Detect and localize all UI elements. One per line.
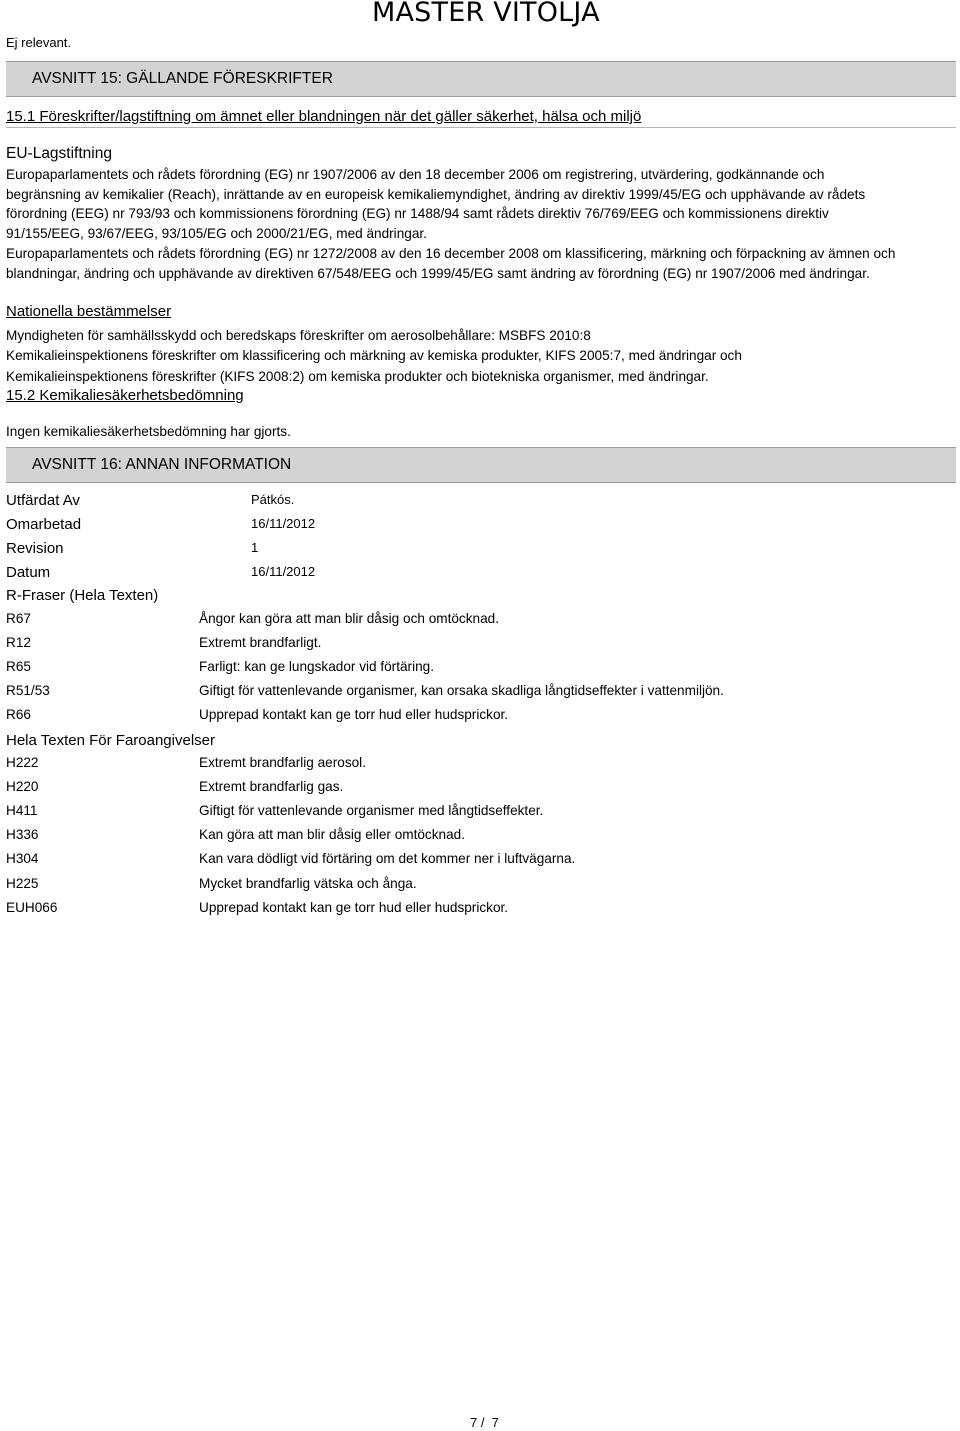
r-phrase-text: Giftigt för vattenlevande organismer, kan orsaka skadliga långtidseffekter i vattenmiljön. bbox=[199, 683, 724, 698]
r-phrase-text: Farligt: kan ge lungskador vid förtäring. bbox=[199, 659, 434, 674]
section-15-title: AVSNITT 15: GÄLLANDE FÖRESKRIFTER bbox=[32, 70, 333, 87]
subsection-15-2-title: 15.2 Kemikaliesäkerhetsbedömning bbox=[6, 387, 244, 404]
r-phrase-code: R51/53 bbox=[6, 683, 50, 698]
revision-value: 1 bbox=[251, 540, 259, 555]
r-phrase-code: R65 bbox=[6, 659, 31, 674]
national-regulations-heading: Nationella bestämmelser bbox=[6, 303, 172, 320]
r-phrase-code: R66 bbox=[6, 707, 31, 722]
section-16-title: AVSNITT 16: ANNAN INFORMATION bbox=[32, 456, 292, 473]
revised-label: Omarbetad bbox=[6, 516, 82, 533]
date-value: 16/11/2012 bbox=[251, 564, 316, 579]
h-phrase-code: EUH066 bbox=[6, 900, 58, 915]
h-phrase-code: H222 bbox=[6, 755, 39, 770]
eu-paragraph-2: Europaparlamentets och rådets förordning (EG) nr 1272/2008 av den 16 december 2008 om klassificering, märkning och förpackning av ämnen och blandningar, ändring och upphävande av direktiven 67/548/EEG och 1999/45/EG samt ändring av förordning (EG) nr 1907/2006 med ändringar. bbox=[6, 246, 896, 281]
issued-by-label: Utfärdat Av bbox=[6, 492, 80, 509]
h-phrase-text: Extremt brandfarlig aerosol. bbox=[199, 755, 366, 770]
h-phrase-text: Kan vara dödligt vid förtäring om det kommer ner i luftvägarna. bbox=[199, 851, 576, 866]
eu-paragraph-1: Europaparlamentets och rådets förordning (EG) nr 1907/2006 av den 18 december 2006 om registrering, utvärdering, godkännande och begränsning av kemikalier (Reach), inrättande av en europeisk kemikaliemyndighet, ändring av direktiv 1999/45/EG och upphävande av rådets förordning (EEG) nr 793/93 och kommissionens förordning (EG) nr 1488/94 samt rådets direktiv 76/769/EEG och kommissionens direktiv 91/155/EEG, 93/67/EEG, 93/105/EG och 2000/21/EG, med ändringar. bbox=[6, 167, 866, 241]
national-line-3: Kemikalieinspektionens föreskrifter (KIFS 2008:2) om kemiska produkter och biotekniska organismer, med ändringar. bbox=[6, 369, 709, 384]
divider bbox=[6, 127, 956, 128]
h-phrase-code: H304 bbox=[6, 851, 39, 866]
h-phrase-code: H225 bbox=[6, 876, 39, 891]
h-phrase-code: H220 bbox=[6, 779, 39, 794]
page-number: 7 / 7 bbox=[470, 1415, 499, 1430]
national-line-2: Kemikalieinspektionens föreskrifter om klassificering och märkning av kemiska produkter, KIFS 2005:7, med ändringar och bbox=[6, 348, 742, 363]
h-phrase-text: Upprepad kontakt kan ge torr hud eller hudsprickor. bbox=[199, 900, 509, 915]
date-label: Datum bbox=[6, 564, 51, 581]
h-phrase-text: Kan göra att man blir dåsig eller omtöcknad. bbox=[199, 827, 465, 842]
r-phrase-text: Ångor kan göra att man blir dåsig och omtöcknad. bbox=[199, 611, 499, 626]
chemical-safety-assessment-text: Ingen kemikaliesäkerhetsbedömning har gjorts. bbox=[6, 424, 291, 439]
eu-legislation-heading: EU-Lagstiftning bbox=[6, 145, 112, 162]
h-phrase-text: Giftigt för vattenlevande organismer med långtidseffekter. bbox=[199, 803, 544, 818]
section-16-header bbox=[6, 447, 956, 483]
issued-by-value: Pátkós. bbox=[251, 492, 295, 507]
revision-label: Revision bbox=[6, 540, 64, 557]
h-phrase-code: H411 bbox=[6, 803, 38, 818]
r-phrases-heading: R-Fraser (Hela Texten) bbox=[6, 587, 159, 604]
section-15-header bbox=[6, 61, 956, 97]
h-phrase-code: H336 bbox=[6, 827, 39, 842]
r-phrase-text: Extremt brandfarligt. bbox=[199, 635, 322, 650]
subsection-15-1-title: 15.1 Föreskrifter/lagstiftning om ämnet eller blandningen när det gäller säkerhet, hälsa och miljö bbox=[6, 108, 642, 125]
national-line-1: Myndigheten för samhällsskydd och beredskaps föreskrifter om aerosolbehållare: MSBFS 2010:8 bbox=[6, 328, 591, 343]
r-phrase-code: R12 bbox=[6, 635, 31, 650]
previous-section-text: Ej relevant. bbox=[6, 35, 72, 50]
r-phrase-code: R67 bbox=[6, 611, 31, 626]
product-title: MASTER VITOLJA bbox=[372, 0, 600, 28]
revised-value: 16/11/2012 bbox=[251, 516, 316, 531]
r-phrase-text: Upprepad kontakt kan ge torr hud eller hudsprickor. bbox=[199, 707, 509, 722]
h-phrases-heading: Hela Texten För Faroangivelser bbox=[6, 732, 215, 749]
h-phrase-text: Mycket brandfarlig vätska och ånga. bbox=[199, 876, 417, 891]
h-phrase-text: Extremt brandfarlig gas. bbox=[199, 779, 344, 794]
